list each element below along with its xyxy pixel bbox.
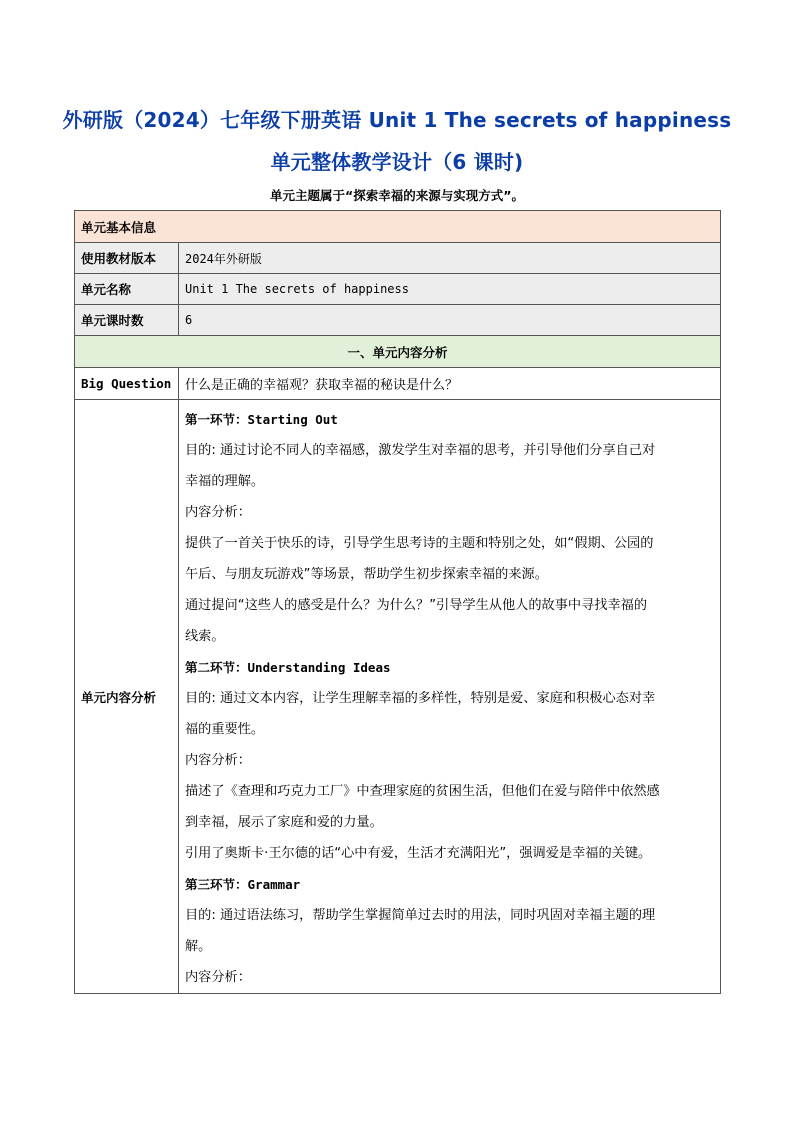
section1-title-en: Starting Out: [247, 412, 338, 427]
big-question-row: [75, 368, 721, 400]
section2-goal-line2: 福的重要性。: [185, 722, 265, 737]
section2-para2-line1: 引用了奥斯卡·王尔德的话“心中有爱，生活才充满阳光”，强调爱是幸福的关键。: [185, 846, 652, 861]
section1-goal-line1: 目的: 通过讨论不同人的幸福感，激发学生对幸福的思考，并引导他们分享自己对: [185, 443, 656, 458]
basic-info-header: 单元基本信息: [75, 211, 721, 243]
edition-value: 2024年外研版: [179, 243, 721, 274]
section1-title: [185, 404, 714, 435]
analysis-header: 一、单元内容分析: [75, 336, 721, 368]
big-question-value: 什么是正确的幸福观？获取幸福的秘诀是什么？: [179, 368, 721, 400]
analysis-header-row: [75, 336, 721, 368]
lessons-row: [75, 305, 721, 336]
lessons-value: 6: [179, 305, 721, 336]
unit-design-table: [74, 210, 721, 994]
content-analysis-body: [179, 400, 721, 994]
unit-name-row: [75, 274, 721, 305]
section2-title-cn: 第二环节：: [185, 660, 248, 675]
section2-title-en: Understanding Ideas: [247, 660, 391, 675]
section1-title-cn: 第一环节：: [185, 412, 248, 427]
unit-name-label: 单元名称: [75, 274, 179, 305]
content-analysis-label: 单元内容分析: [75, 400, 179, 994]
section2-para1-line2: 到幸福，展示了家庭和爱的力量。: [185, 815, 383, 830]
section2-goal-line1: 目的: 通过文本内容，让学生理解幸福的多样性，特别是爱、家庭和积极心态对幸: [185, 691, 656, 706]
section3-goal-line2: 解。: [185, 939, 212, 954]
edition-label: 使用教材版本: [75, 243, 179, 274]
section3-content-label: 内容分析：: [185, 970, 251, 985]
section2-content-label: 内容分析：: [185, 753, 251, 768]
section3-title-cn: 第三环节：: [185, 877, 248, 892]
section1-para1-line2: 午后、与朋友玩游戏”等场景，帮助学生初步探索幸福的来源。: [185, 567, 548, 582]
section1-para2-line2: 线索。: [185, 629, 225, 644]
section1-para2-line1: 通过提问“这些人的感受是什么？为什么？”引导学生从他人的故事中寻找幸福的: [185, 598, 648, 613]
unit-theme-subtitle: 单元主题属于“探索幸福的来源与实现方式”。: [270, 188, 524, 203]
section1-content-label: 内容分析：: [185, 505, 251, 520]
document-title-line2: 单元整体教学设计（6 课时): [270, 150, 524, 174]
edition-row: [75, 243, 721, 274]
document-title: 外研版（2024）七年级下册英语 Unit 1 The secrets of happiness: [62, 108, 732, 132]
basic-info-row: [75, 211, 721, 243]
section3-title: [185, 869, 714, 900]
section1-para1-line1: 提供了一首关于快乐的诗，引导学生思考诗的主题和特别之处，如“假期、公园的: [185, 536, 654, 551]
section2-title: [185, 652, 714, 683]
section3-goal-line1: 目的: 通过语法练习，帮助学生掌握简单过去时的用法，同时巩固对幸福主题的理: [185, 908, 656, 923]
section1-goal-line2: 幸福的理解。: [185, 474, 265, 489]
big-question-label: Big Question: [75, 368, 179, 400]
unit-name-value: Unit 1 The secrets of happiness: [179, 274, 721, 305]
section2-para1-line1: 描述了《查理和巧克力工厂》中查理家庭的贫困生活，但他们在爱与陪伴中依然感: [185, 784, 660, 799]
content-analysis-row: [75, 400, 721, 994]
lessons-label: 单元课时数: [75, 305, 179, 336]
section3-title-en: Grammar: [247, 877, 301, 892]
